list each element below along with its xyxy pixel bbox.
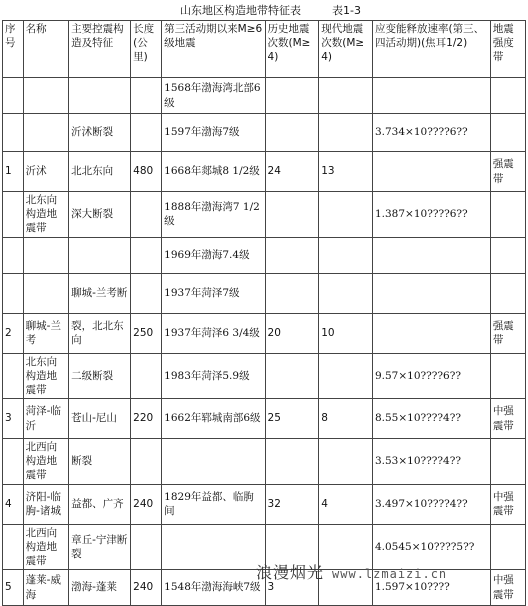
table-cell [23, 78, 68, 114]
table-cell: 32 [265, 484, 319, 524]
table-cell [265, 192, 319, 238]
table-cell [131, 273, 162, 313]
table-cell: 4.0545×10????5?? [372, 524, 490, 570]
table-cell: 4 [319, 484, 373, 524]
table-cell: 北北东向 [69, 152, 131, 192]
table-cell: 渤海-蓬莱 [69, 570, 131, 606]
table-cell: 25 [265, 399, 319, 439]
table-cell [69, 78, 131, 114]
table-cell [162, 524, 265, 570]
table-cell: 240 [131, 570, 162, 606]
table-cell: 1568年渤海湾北部6级 [162, 78, 265, 114]
seismic-zone-table [2, 20, 526, 606]
table-cell: 250 [131, 313, 162, 353]
table-cell [131, 439, 162, 485]
table-cell [265, 78, 319, 114]
table-cell: 3 [3, 399, 24, 439]
table-number: 表1-3 [332, 4, 361, 17]
table-row [3, 78, 526, 114]
table-cell: 1.597×10???? [372, 570, 490, 606]
table-cell: 1.387×10????6?? [372, 192, 490, 238]
table-cell: 1937年菏泽6 3/4级 [162, 313, 265, 353]
table-cell: 1983年菏泽5.9级 [162, 353, 265, 399]
table-cell: 3.497×10????4?? [372, 484, 490, 524]
table-cell: 裂，北北东向 [69, 313, 131, 353]
table-cell [3, 524, 24, 570]
table-cell: 蓬莱-威海 [23, 570, 68, 606]
table-row [3, 152, 526, 192]
table-row [3, 399, 526, 439]
table-cell [265, 114, 319, 152]
table-cell [3, 439, 24, 485]
table-cell: 苍山-尼山 [69, 399, 131, 439]
table-cell [319, 439, 373, 485]
table-cell: 北西向构造地震带 [23, 439, 68, 485]
table-cell [490, 524, 525, 570]
table-cell: 断裂 [69, 439, 131, 485]
table-row [3, 114, 526, 152]
table-cell: 中强震带 [490, 399, 525, 439]
table-cell: 24 [265, 152, 319, 192]
table-cell [490, 237, 525, 273]
header-cell: 序号 [3, 21, 24, 78]
table-row [3, 313, 526, 353]
table-cell: 北东向构造地震带 [23, 353, 68, 399]
table-cell: 强震带 [490, 313, 525, 353]
table-cell: 480 [131, 152, 162, 192]
header-cell: 地震强度带 [490, 21, 525, 78]
table-cell: 1 [3, 152, 24, 192]
table-cell [265, 439, 319, 485]
header-cell: 现代地震次数(M≥4) [319, 21, 373, 78]
table-cell: 北西向构造地震带 [23, 524, 68, 570]
table-cell: 强震带 [490, 152, 525, 192]
table-cell [3, 78, 24, 114]
table-cell [372, 152, 490, 192]
table-row [3, 273, 526, 313]
table-cell: 菏泽-临沂 [23, 399, 68, 439]
table-cell [319, 78, 373, 114]
table-cell [3, 353, 24, 399]
table-cell [3, 273, 24, 313]
table-cell [319, 192, 373, 238]
header-cell: 长度(公里) [131, 21, 162, 78]
table-cell: 8.55×10????4?? [372, 399, 490, 439]
table-cell: 1969年渤海7.4级 [162, 237, 265, 273]
table-cell [490, 114, 525, 152]
table-cell [319, 273, 373, 313]
table-cell: 益都、广齐 [69, 484, 131, 524]
table-cell [490, 78, 525, 114]
header-cell: 应变能释放速率(第三、四活动期)(焦耳1/2) [372, 21, 490, 78]
table-cell: 济阳-临朐-诸城 [23, 484, 68, 524]
table-cell: 5 [3, 570, 24, 606]
table-cell: 20 [265, 313, 319, 353]
table-row [3, 192, 526, 238]
table-cell: 聊城-兰考断 [69, 273, 131, 313]
watermark-url: www.lzmaizi.cn [332, 567, 448, 581]
table-cell [490, 273, 525, 313]
table-cell: 北东向构造地震带 [23, 192, 68, 238]
table-cell [265, 273, 319, 313]
table-cell [319, 353, 373, 399]
table-cell: 1597年渤海7级 [162, 114, 265, 152]
table-cell [319, 237, 373, 273]
table-cell: 3 [265, 570, 319, 606]
table-cell [23, 273, 68, 313]
table-cell [3, 114, 24, 152]
table-row [3, 353, 526, 399]
table-cell: 10 [319, 313, 373, 353]
table-cell: 深大断裂 [69, 192, 131, 238]
table-cell [69, 237, 131, 273]
table-body [3, 78, 526, 606]
table-cell [319, 114, 373, 152]
table-cell [372, 237, 490, 273]
header-cell: 主要控震构造及特征 [69, 21, 131, 78]
table-cell [372, 313, 490, 353]
table-cell [131, 78, 162, 114]
table-cell: 1829年益都、临朐间 [162, 484, 265, 524]
table-caption [0, 0, 528, 20]
table-cell: 章丘-宁津断裂 [69, 524, 131, 570]
table-cell: 3.734×10????6?? [372, 114, 490, 152]
table-cell: 4 [3, 484, 24, 524]
table-cell: 1668年郯城8 1/2级 [162, 152, 265, 192]
table-cell: 240 [131, 484, 162, 524]
header-row [3, 21, 526, 78]
table-cell: 13 [319, 152, 373, 192]
header-cell: 历史地震次数(M≥4) [265, 21, 319, 78]
table-row [3, 439, 526, 485]
table-cell [131, 353, 162, 399]
table-cell: 1937年菏泽7级 [162, 273, 265, 313]
table-cell [131, 114, 162, 152]
table-cell: 沂沭 [23, 152, 68, 192]
table-cell [490, 192, 525, 238]
table-cell: 1548年渤海海峡7级 [162, 570, 265, 606]
table-cell [265, 353, 319, 399]
table-cell: 9.57×10????6?? [372, 353, 490, 399]
table-cell: 8 [319, 399, 373, 439]
table-cell: 220 [131, 399, 162, 439]
table-cell: 沂沭断裂 [69, 114, 131, 152]
table-cell: 1888年渤海湾7 1/2级 [162, 192, 265, 238]
table-title: 山东地区构造地带特征表 [180, 4, 301, 17]
table-cell: 3.53×10????4?? [372, 439, 490, 485]
table-cell: 中强震带 [490, 484, 525, 524]
table-cell [23, 237, 68, 273]
table-row [3, 237, 526, 273]
table-cell: 中强震带 [490, 570, 525, 606]
table-cell: 1662年郓城南部6级 [162, 399, 265, 439]
table-cell [265, 237, 319, 273]
table-cell: 聊城-兰考 [23, 313, 68, 353]
table-cell [131, 524, 162, 570]
table-row [3, 484, 526, 524]
table-cell [490, 439, 525, 485]
table-cell [490, 353, 525, 399]
header-cell: 第三活动期以来M≥6级地震 [162, 21, 265, 78]
table-cell [372, 78, 490, 114]
watermark [256, 560, 447, 583]
table-cell [162, 439, 265, 485]
table-cell [23, 114, 68, 152]
table-cell: 二级断裂 [69, 353, 131, 399]
table-cell [131, 192, 162, 238]
table-cell [372, 273, 490, 313]
table-cell [131, 237, 162, 273]
table-cell [3, 237, 24, 273]
table-cell [3, 192, 24, 238]
table-cell: 2 [3, 313, 24, 353]
header-cell: 名称 [23, 21, 68, 78]
watermark-text: 浪漫烟光 [256, 563, 325, 582]
